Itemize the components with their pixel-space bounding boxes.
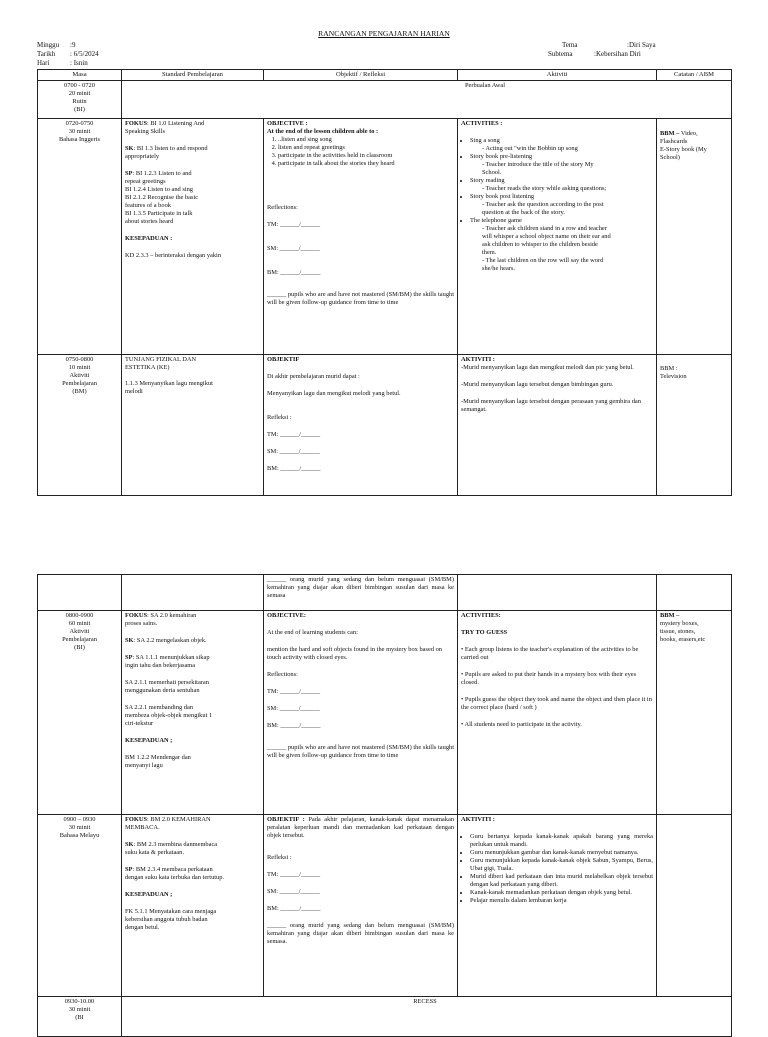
catatan-cell: [657, 815, 732, 997]
activities-label: ACTIVITIES :: [461, 120, 503, 128]
tm-line: TM: ______/______: [267, 871, 321, 878]
standard-cell: [122, 575, 264, 611]
catatan-label: BBM –: [660, 612, 680, 619]
table-row: [38, 81, 732, 119]
list-item: • Pelajar menulis dalam lembaran kerja: [470, 897, 653, 905]
fokus-label: FOKUS: [125, 612, 148, 619]
activity-sub-text: Teacher introduce the title of the story My School.: [482, 161, 594, 177]
value-hari: : Isnin: [70, 59, 88, 67]
list-item: [470, 137, 653, 153]
objective-label: OBJECTIVE:: [267, 612, 307, 619]
sm-line: SM: ______/______: [267, 705, 320, 712]
tm-line: TM: ______/______: [267, 431, 321, 439]
activity-sub-text: Acting out "win the Bobbin up song: [485, 145, 578, 153]
list-item: [470, 177, 653, 193]
activity-main: Sing a song: [470, 137, 500, 145]
col-header-aktiviti: Aktiviti: [458, 70, 657, 81]
fokus-text: : BI 1.0 Listening And Speaking Skills: [125, 120, 205, 136]
kesepaduan-text: FK 5.1.1 Menyatakan cara menjaga kebersihan anggota tubuh badan dengan betul.: [125, 908, 217, 931]
list-item: • Guru bertanya kepada kanak-kanak apakah barang yang mereka perlukan untuk mandi.: [470, 833, 653, 849]
sk-label: SK: [125, 145, 134, 153]
catatan-cell: [657, 611, 732, 815]
catatan-cell: [657, 119, 732, 355]
objective-intro: At the end of learning students can:: [267, 629, 358, 636]
standard-cell: [122, 119, 264, 355]
aktiviti-cell: [458, 575, 657, 611]
kesepaduan-label: KESEPADUAN ;: [125, 891, 173, 898]
masa-cell: 0750-0800 10 minit Aktiviti Pembelajaran (BM): [38, 355, 122, 496]
sp-text-2: SA 2.1.1 memerhati persekitaran menggunakan deria sentuhan: [125, 679, 209, 694]
aktiviti-item: -Murid menyanyikan lagu tersebut dengan perasaan yang gembira dan semangat.: [461, 398, 641, 414]
objektif-cell: [264, 119, 458, 355]
sp-text: : BM 2.3.4 membaca perkataan dengan suku kata terbuka dan tertutup.: [125, 866, 225, 881]
activity-sub: - Teacher ask children stand in a row and teacher will whisper a school object name on their ear and ask children to whisper to the children beside them.: [482, 225, 611, 257]
merged-cell: RECESS: [122, 997, 732, 1037]
masa-cell: 0720-0750 30 minit Bahasa Inggeris: [38, 119, 122, 355]
standard-cell: [122, 815, 264, 997]
sk-text: : SA 2.2 mengelaskan objek.: [133, 637, 207, 644]
activity-item: • Each group listens to the teacher's explanation of the activities to be carried out: [461, 646, 639, 661]
objektif-text: Menyanyikan lagu dan mengikut melodi yang betul.: [267, 390, 401, 398]
activity-main: Story book post listening: [470, 193, 535, 201]
catatan-cell: [657, 575, 732, 611]
page-title: RANCANGAN PENGAJARAN HARIAN: [318, 29, 450, 38]
list-item: 4. participate in talk about the stories they heard: [278, 160, 454, 168]
objektif-text: Pada akhir pelajaran, kanak-kanak dapat menamakan peralatan keperluan mandi dan memadankan kad perkataan dengan objek tersebut.: [267, 816, 454, 839]
objektif-label: OBJEKTIF: [267, 356, 300, 364]
label-tema: Tema: [562, 41, 578, 49]
sm-line: SM: ______/______: [267, 448, 320, 456]
aktiviti-label: AKTIVITI :: [461, 816, 495, 823]
kesepaduan-label: KESEPADUAN :: [125, 235, 173, 243]
table-row: [38, 997, 732, 1037]
col-header-standard: Standard Pembelajaran: [122, 70, 264, 81]
bm-line: BM: ______/______: [267, 905, 321, 912]
masa-cell: 0700 - 0720 20 minit Rutin (BI): [38, 81, 122, 119]
list-item: 2. listen and repeat greetings: [278, 144, 454, 152]
aktiviti-list: [461, 833, 653, 905]
activity-item: • Pupils are asked to put their hands in a mystery box with their eyes closed.: [461, 671, 637, 686]
bm-line: BM: ______/______: [267, 722, 321, 729]
objektif-cell: [264, 611, 458, 815]
table-row: [38, 815, 732, 997]
followup-text: ______ orang murid yang sedang dan belum menguasai (SM/BM) kemahiran yang diajar akan diberi bimbingan susulan dari masa ke semasa.: [267, 922, 454, 945]
activity-item: • Pupils guess the object they took and name the object and then place it in the correct place (hard / soft ): [461, 696, 652, 711]
lesson-table-page-2: [37, 574, 732, 1037]
reflections-label: Reflections:: [267, 204, 298, 212]
masa-cell: 0930-10.00 30 minit (BI: [38, 997, 122, 1037]
sp-label: SP: [125, 866, 133, 873]
col-header-objektif: Objektif / Refleksi: [264, 70, 458, 81]
sk-label: SK: [125, 637, 134, 644]
sk-label: SK: [125, 841, 134, 848]
tm-line: TM: ______/______: [267, 688, 321, 695]
list-item: • Kanak-kanak memadankan perkataan dengan objek yang betul.: [470, 889, 653, 897]
list-item: [470, 193, 653, 217]
value-subtema: :Kebersihan Diri: [594, 50, 641, 58]
sm-line: SM: ______/______: [267, 888, 320, 895]
tm-line: TM: ______/______: [267, 221, 321, 229]
activity-sub-text: Teacher reads the story while asking questions;: [485, 185, 607, 193]
activity-sub: - Teacher ask the question according to the post question at the back of the story.: [482, 201, 604, 217]
activity-sub: - Teacher introduce the title of the story My School.: [482, 161, 594, 177]
activity-main: Story book pre-listening: [470, 153, 533, 161]
activity-sub: - Teacher reads the story while asking questions;: [482, 185, 607, 193]
sp-text: : SA 1.1.1 menunjukkan sikap ingin tahu dan bekerjasama: [125, 654, 210, 669]
value-tema: :Diri Saya: [627, 41, 656, 49]
list-item: • Guru menunjukkan kepada kanak-kanak objek Sabun, Syampu, Berus, Ubat gigi, Tuala.: [470, 857, 653, 873]
aktiviti-cell: [458, 355, 657, 496]
aktiviti-cell: [458, 119, 657, 355]
list-item: 1. ..listen and sing song: [278, 136, 454, 144]
activities-label: ACTIVITIES:: [461, 612, 501, 619]
standard-cell: [122, 611, 264, 815]
masa-cell: 0900 – 0930 30 minit Bahasa Melayu: [38, 815, 122, 997]
activities-title: TRY TO GUESS: [461, 629, 508, 636]
aktiviti-item: -Murid menyanyikan lagu tersebut dengan bimbingan guru.: [461, 381, 614, 389]
aktiviti-cell: [458, 611, 657, 815]
sp-label: SP: [125, 170, 133, 178]
table-header-row: [38, 70, 732, 81]
label-subtema: Subtema: [548, 50, 573, 58]
sk-text: : BI 1.3 listen to and respond appropriately: [125, 145, 208, 161]
aktiviti-cell: [458, 815, 657, 997]
standard-cell: TUNJANG FIZIKAL DAN ESTETIKA (KE) 1.1.3 Menyanyikan lagu mengikut melodi: [122, 355, 264, 496]
refleksi-label: Refleksi :: [267, 854, 292, 861]
kesepaduan-text: BM 1.2.2 Mendengar dan menyanyi lagu: [125, 754, 191, 769]
catatan-text: mystery boxes, tissue, stones, books, erasers,etc: [660, 620, 706, 643]
value-minggu: :9: [70, 41, 76, 49]
fokus-text: : BM 2.0 KEMAHIRAN MEMBACA.: [125, 816, 211, 831]
list-item: • Guru menunjukkan gambar dan kanak-kanak menyebut namanya.: [470, 849, 653, 857]
fokus-label: FOKUS: [125, 120, 148, 128]
catatan-cell: BBM : Television: [657, 355, 732, 496]
kesepaduan-text: KD 2.3.3 – berinteraksi dengan yakin: [125, 252, 222, 260]
activity-sub-text: The last children on the row will say the word she/he hears.: [482, 257, 604, 273]
activity-sub-text: Teacher ask the question according to the post question at the back of the story.: [482, 201, 604, 217]
table-row: [38, 611, 732, 815]
sp-label: SP: [125, 654, 133, 661]
followup-text: ______ orang murid yang sedang dan belum menguasai (SM/BM) kemahiran yang diajar akan diberi bimbingan susulan dari masa ke semasa: [264, 575, 458, 611]
masa-cell: 0800-0900 60 minit Aktiviti Pembelajaran (BI): [38, 611, 122, 815]
activity-list: [461, 137, 653, 273]
lesson-table-page-1: [37, 69, 732, 496]
objektif-cell: [264, 355, 458, 496]
kesepaduan-label: KESEPADUAN ;: [125, 737, 173, 744]
aktiviti-item: -Murid menyanyikan lagu dan mengikut melodi dan pic yang betul.: [461, 364, 634, 372]
aktiviti-label: AKTIVITI :: [461, 356, 495, 364]
activity-sub-text: Teacher ask children stand in a row and teacher will whisper a school object name on their ear and ask children to whisper to the children beside them.: [482, 225, 611, 257]
masa-cell: [38, 575, 122, 611]
catatan-label: BBM –: [660, 130, 680, 138]
value-tarikh: : 6/5/2024: [70, 50, 99, 58]
sm-line: SM: ______/______: [267, 245, 320, 253]
label-hari: Hari: [37, 59, 50, 67]
sp-text: : BI 1.2.3 Listen to and repeat greetings BI 1.2.4 Listen to and sing BI 2.1.2 Recognise the basic features of a book BI 1.3.5 Participate in talk about stories heard: [125, 170, 199, 226]
label-tarikh: Tarikh: [37, 50, 56, 58]
activity-main: The telephone game: [470, 217, 522, 225]
list-item: [470, 153, 653, 177]
table-row: [38, 119, 732, 355]
merged-cell: Perbualan Awal: [122, 81, 732, 119]
label-minggu: Minggu: [37, 41, 60, 49]
followup-text: ______ pupils who are and have not mastered (SM/BM) the skills taught will be given follow-up guidance from time to time: [267, 744, 454, 759]
objektif-intro: Di akhir pembelajaran murid dapat :: [267, 373, 360, 381]
sk-text: : BM 2.3 membina danmembaca suku kata & perkataan.: [125, 841, 218, 856]
list-item: 3. participate in the activities held in classroom: [278, 152, 454, 160]
reflections-label: Reflections:: [267, 671, 298, 678]
bm-line: BM: ______/______: [267, 269, 321, 277]
followup-text: ______ pupils who are and have not mastered (SM/BM) the skills taught will be given follow-up guidance from time to time: [267, 291, 454, 307]
list-item: • Murid diberi kad perkataan dan inta murid melabelkan objek tersebut dengan kad perkataan yang diberi.: [470, 873, 653, 889]
fokus-label: FOKUS: [125, 816, 148, 823]
sp-text-3: SA 2.2.1 membanding dan membeza objek-objek mengikut 1 ciri-tekstur: [125, 704, 213, 727]
objective-intro: At the end of the lesson children able to :: [267, 128, 379, 136]
objective-text: mention the hard and soft objects found in the mystery box based on touch activity with closed eyes.: [267, 646, 442, 661]
objective-label: OBJECTIVE :: [267, 120, 308, 128]
bm-line: BM: ______/______: [267, 465, 321, 473]
activity-sub: - Acting out "win the Bobbin up song: [482, 145, 578, 153]
catatan-text: Video, Flashcards E-Story book (My School): [660, 130, 707, 162]
table-row: [38, 575, 732, 611]
objective-list: [267, 136, 454, 168]
activity-item: • All students need to participate in the activity.: [461, 721, 582, 728]
refleksi-label: Refleksi :: [267, 414, 292, 422]
table-row: [38, 355, 732, 496]
fokus-text: : SA 2.0 kemahiran proses sains.: [125, 612, 197, 627]
list-item: [470, 217, 653, 273]
activity-main: Story reading: [470, 177, 505, 185]
col-header-masa: Masa: [38, 70, 122, 81]
objektif-cell: [264, 815, 458, 997]
objektif-label: OBJEKTIF :: [267, 816, 305, 823]
col-header-catatan: Catatan / ABM: [657, 70, 732, 81]
activity-sub: - The last children on the row will say the word she/he hears.: [482, 257, 604, 273]
